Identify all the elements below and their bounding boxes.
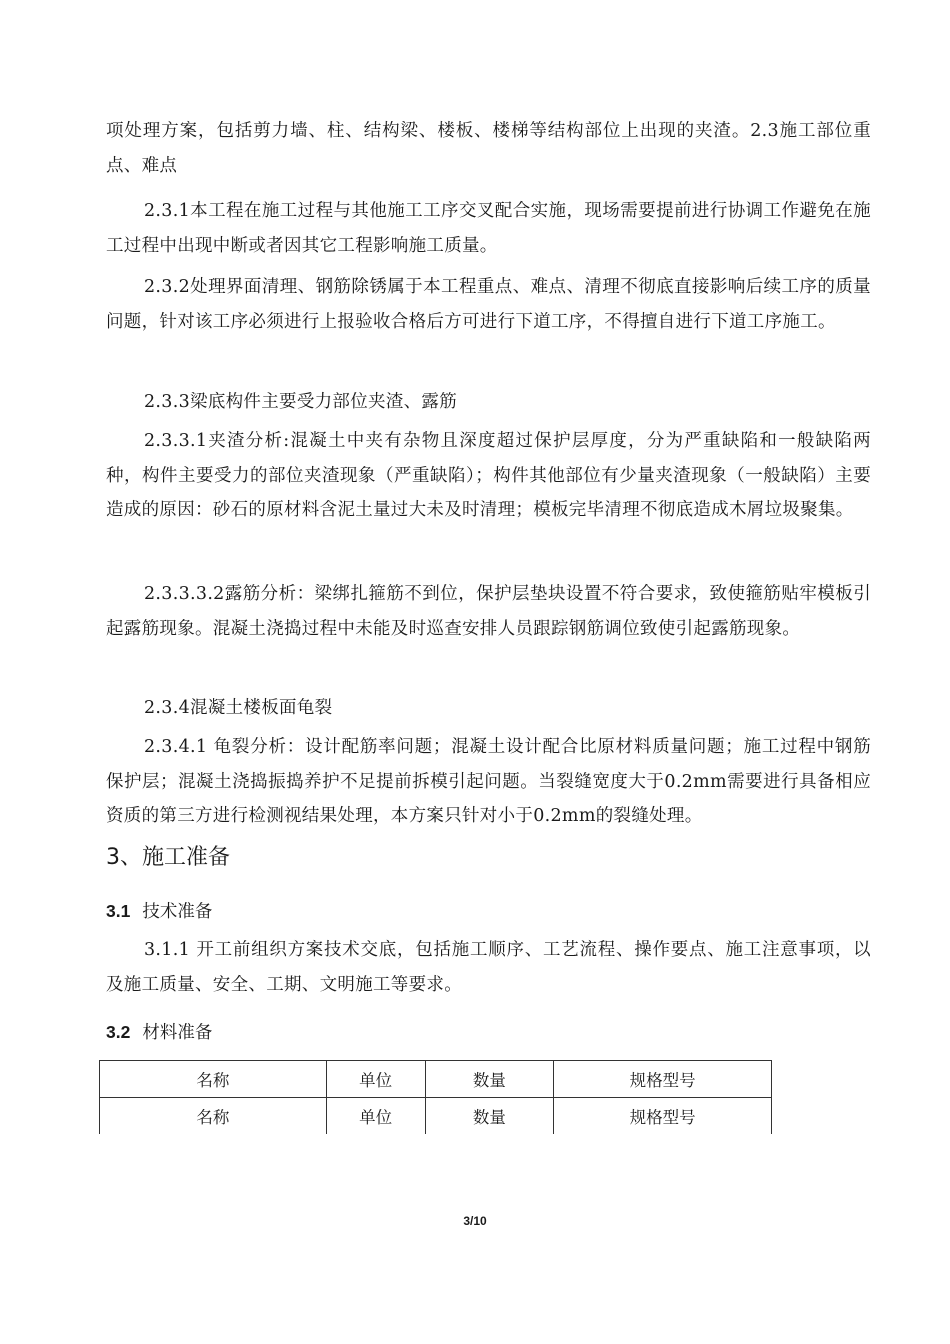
header-name: 名称 [100,1061,327,1098]
header-quantity: 数量 [425,1061,554,1098]
section-3-1-title: 技术准备 [142,902,213,922]
cell-unit: 单位 [326,1098,425,1135]
section-3-2-title: 材料准备 [142,1023,213,1043]
page-number: 3/10 [463,1214,487,1228]
section-3-2-heading [106,1017,212,1048]
paragraph-2-3-3-3-2: 2.3.3.3.2露筋分析：梁绑扎箍筋不到位，保护层垫块设置不符合要求，致使箍筋贴牢模板引起露筋现象。混凝土浇捣过程中未能及时巡查安排人员跟踪钢筋调位致使引起露筋现象。 [106,584,871,639]
table-header-row [100,1061,772,1098]
table-row [100,1098,772,1135]
materials-table [99,1060,772,1134]
paragraph-2-3-1: 2.3.1本工程在施工过程与其他施工工序交叉配合实施，现场需要提前进行协调工作避免在施工过程中出现中断或者因其它工程影响施工质量。 [106,201,871,256]
paragraph-2-3-2: 2.3.2处理界面清理、钢筋除锈属于本工程重点、难点、清理不彻底直接影响后续工序的质量问题，针对该工序必须进行上报验收合格后方可进行下道工序，不得擅自进行下道工序施工。 [106,277,871,332]
paragraph-2-3-4-1: 2.3.4.1 龟裂分析：设计配筋率问题；混凝土设计配合比原材料质量问题；施工过程中钢筋保护层；混凝土浇捣振捣养护不足提前拆模引起问题。当裂缝宽度大于0.2mm需要进行具备相应资质的第三方进行检测视结果处理，本方案只针对小于0.2mm的裂缝处理。 [106,737,871,826]
cell-quantity: 数量 [425,1098,554,1135]
paragraph-2-3-3: 2.3.3梁底构件主要受力部位夹渣、露筋 [144,392,458,412]
paragraph-intro: 项处理方案，包括剪力墙、柱、结构梁、楼板、楼梯等结构部位上出现的夹渣。2.3施工部位重点、难点 [106,121,871,176]
section-3-2-number: 3.2 [106,1022,131,1042]
header-unit: 单位 [326,1061,425,1098]
paragraph-2-3-3-1: 2.3.3.1夹渣分析:混凝土中夹有杂物且深度超过保护层厚度，分为严重缺陷和一般缺陷两种，构件主要受力的部位夹渣现象（严重缺陷）；构件其他部位有少量夹渣现象（一般缺陷）主要造成的原因：砂石的原材料含泥土量过大未及时清理；模板完毕清理不彻底造成木屑垃圾聚集。 [106,431,871,520]
header-spec: 规格型号 [554,1061,772,1098]
cell-name: 名称 [100,1098,327,1135]
cell-spec: 规格型号 [554,1098,772,1135]
section-3-1-number: 3.1 [106,901,131,921]
paragraph-2-3-4: 2.3.4混凝土楼板面龟裂 [144,698,333,718]
section-3-heading: 3、施工准备 [106,845,230,870]
section-3-1-heading [106,896,212,927]
paragraph-3-1-1: 3.1.1 开工前组织方案技术交底，包括施工顺序、工艺流程、操作要点、施工注意事项，以及施工质量、安全、工期、文明施工等要求。 [106,940,871,995]
